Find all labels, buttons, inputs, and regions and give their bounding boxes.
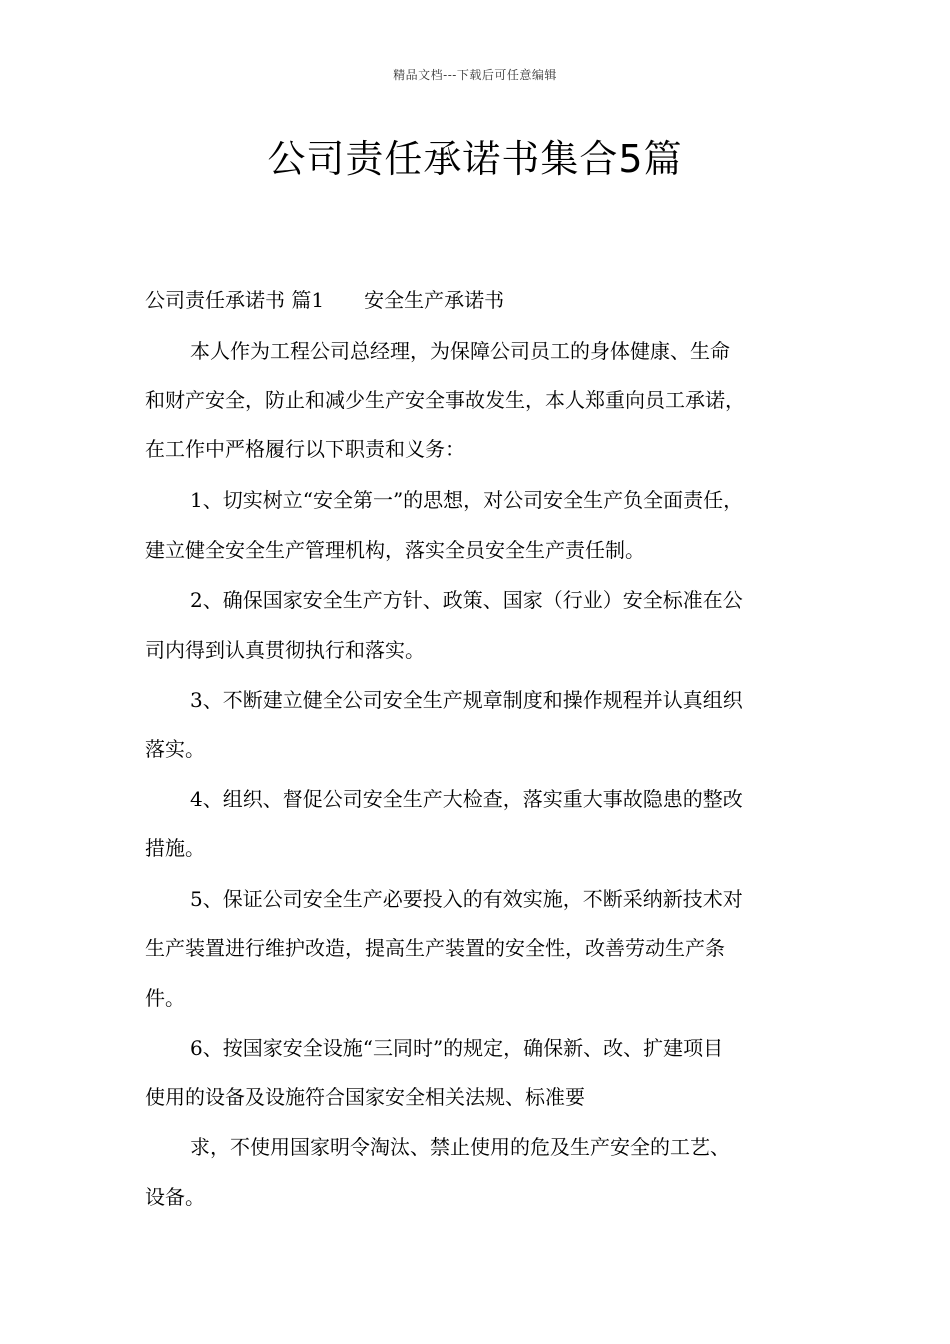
paragraph-line: 4、组织、督促公司安全生产大检查，落实重大事故隐患的整改 <box>190 787 743 811</box>
paragraph-line: 求，不使用国家明令淘汰、禁止使用的危及生产安全的工艺、 <box>190 1135 730 1159</box>
paragraph-line: 5、保证公司安全生产必要投入的有效实施，不断采纳新技术对 <box>190 887 743 911</box>
paragraph-line: 和财产安全，防止和减少生产安全事故发生，本人郑重向员工承诺， <box>145 388 745 412</box>
paragraph-line: 在工作中严格履行以下职责和义务： <box>145 437 465 461</box>
paragraph-line: 使用的设备及设施符合国家安全相关法规、标准要 <box>145 1085 585 1109</box>
paragraph-line: 落实。 <box>145 737 205 761</box>
paragraph-line: 6、按国家安全设施“三同时”的规定，确保新、改、扩建项目 <box>190 1036 724 1060</box>
paragraph-line: 3、不断建立健全公司安全生产规章制度和操作规程并认真组织 <box>190 688 743 712</box>
paragraph-line: 措施。 <box>145 836 205 860</box>
paragraph-line: 设备。 <box>145 1185 205 1209</box>
paragraph-line: 司内得到认真贯彻执行和落实。 <box>145 638 425 662</box>
paragraph-line: 2、确保国家安全生产方针、政策、国家（行业）安全标准在公 <box>190 588 743 612</box>
paragraph-line: 建立健全安全生产管理机构，落实全员安全生产责任制。 <box>145 538 645 562</box>
paragraph-line: 生产装置进行维护改造，提高生产装置的安全性，改善劳动生产条 <box>145 936 725 960</box>
paragraph-line: 1、切实树立“安全第一”的思想，对公司安全生产负全面责任， <box>190 488 744 512</box>
document-title: 公司责任承诺书集合5篇 <box>267 137 683 181</box>
paragraph-line: 件。 <box>145 986 185 1010</box>
page-watermark: 精品文档---下载后可任意编辑 <box>393 68 557 82</box>
section-heading: 公司责任承诺书 篇1 安全生产承诺书 <box>145 288 505 312</box>
paragraph-line: 本人作为工程公司总经理，为保障公司员工的身体健康、生命 <box>190 339 730 363</box>
